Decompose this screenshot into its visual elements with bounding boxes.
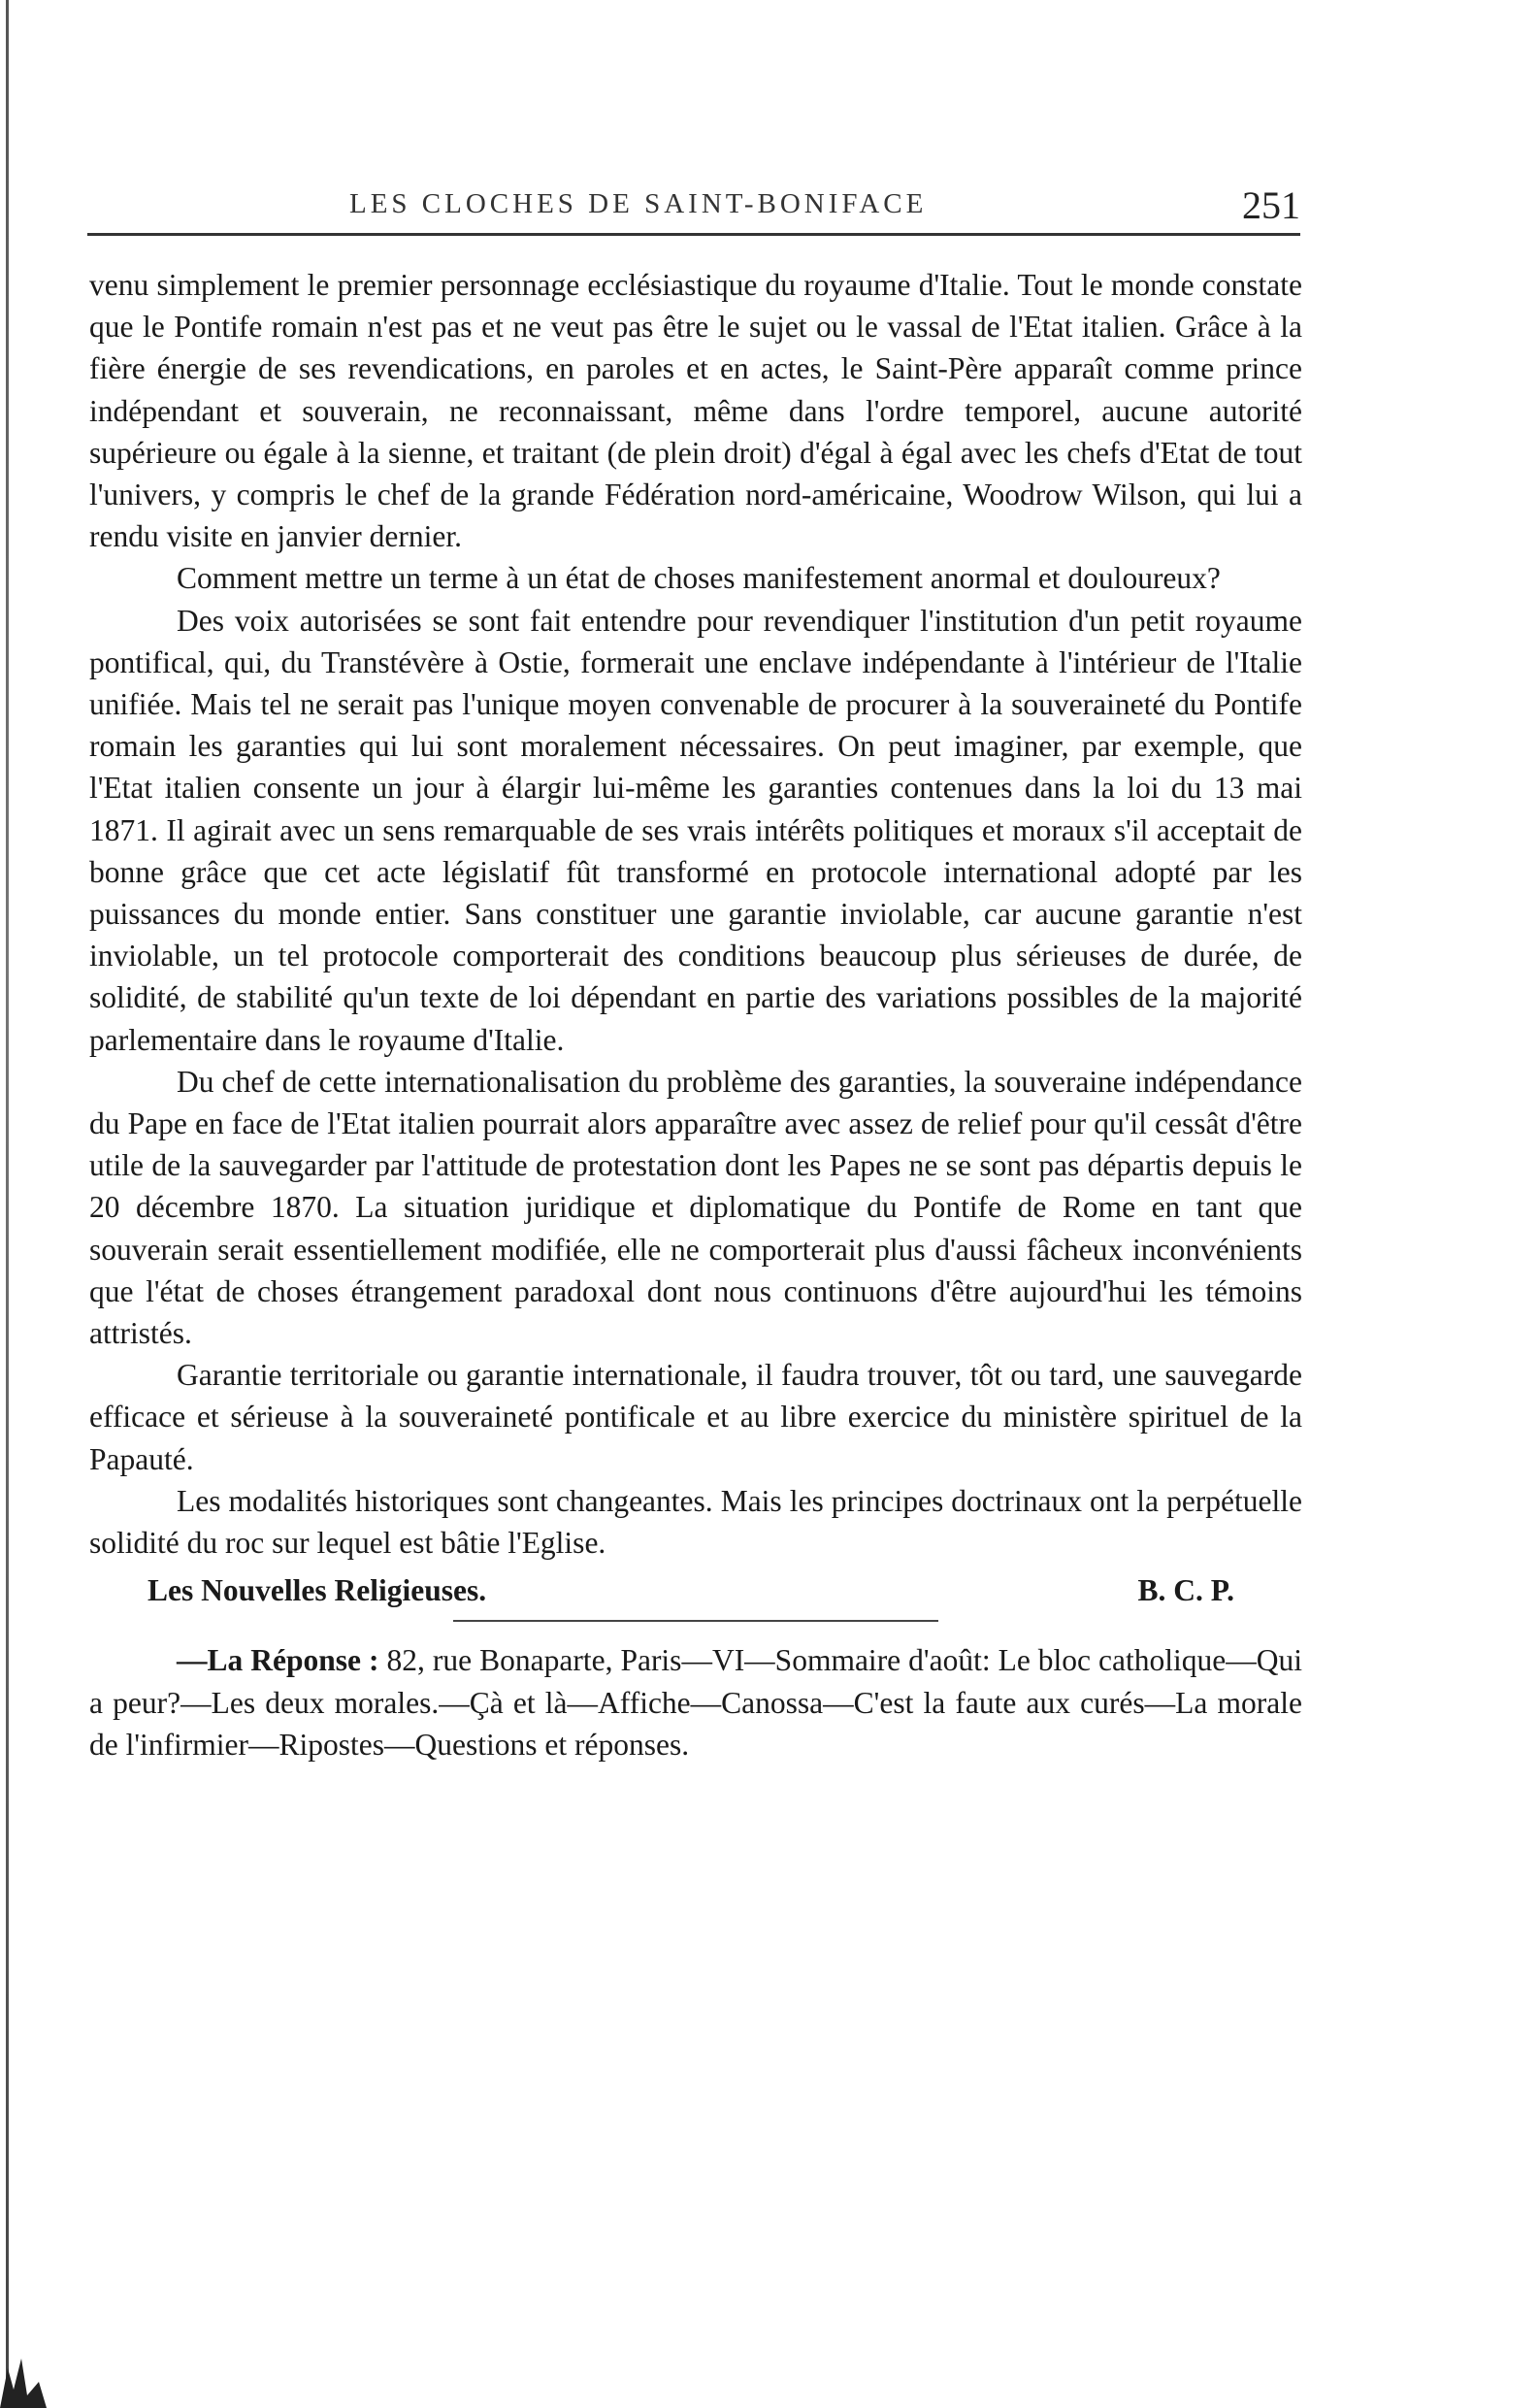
publication-notice: [89, 1639, 1302, 1765]
page-header: [87, 182, 1300, 241]
paragraph: Les modalités historiques sont changeantes. Mais les principes doctrinaux ont la perpétuelle solidité du roc sur lequel est bâtie l'Eglise.: [89, 1483, 1302, 1561]
corner-ink-mark: [0, 2339, 87, 2408]
signature-line: [89, 1566, 1302, 1612]
paragraph: Du chef de cette internationalisation du problème des garanties, la souveraine indépendance du Pape en face de l'Etat italien pourrait alors apparaître avec assez de relief pour qu'il cessât d'être utile de la sauvegarder par l'attitude de protestation dont les Papes ne se sont pas départis depuis le 20 décembre 1870. La situation juridique et diplomatique du Pontife de Rome en tant que souverain serait essentiellement modifiée, elle ne comporterait plus d'aussi fâcheux inconvénients que l'état de choses étrangement paradoxal dont nous continuons d'être aujourd'hui les témoins attristés.: [89, 1064, 1302, 1351]
header-rule: [87, 233, 1300, 236]
signature-initials: B. C. P.: [1137, 1573, 1234, 1608]
signature-source: Les Nouvelles Religieuses.: [147, 1573, 487, 1608]
running-title: LES CLOCHES DE SAINT-BONIFACE: [349, 188, 928, 219]
page-number: 251: [1242, 183, 1300, 227]
notice-lead: —La Réponse :: [177, 1643, 379, 1678]
section-divider: [453, 1620, 938, 1622]
article-body: [89, 264, 1302, 1765]
paragraph: Comment mettre un terme à un état de choses manifestement anormal et douloureux?: [177, 561, 1221, 596]
paragraph: Garantie territoriale ou garantie internationale, il faudra trouver, tôt ou tard, une sauvegarde efficace et sérieuse à la souveraineté pontificale et au libre exercice du ministère spirituel de la Papauté.: [89, 1358, 1302, 1476]
paragraph-continued: venu simplement le premier personnage ecclésiastique du royaume d'Italie. Tout le monde constate que le Pontife romain n'est pas et ne veut pas être le sujet ou le vassal de l'Etat italien. Grâce à la fière énergie de ses revendications, en paroles et en actes, le Saint-Père apparaît comme prince indépendant et souverain, ne reconnaissant, même dans l'ordre temporel, aucune autorité supérieure ou égale à la sienne, et traitant (de plein droit) d'égal à égal avec les chefs d'Etat de tout l'univers, y compris le chef de la grande Fédération nord-américaine, Woodrow Wilson, qui lui a rendu visite en janvier dernier.: [89, 268, 1302, 554]
paragraph: Des voix autorisées se sont fait entendre pour revendiquer l'institution d'un petit royaume pontifical, qui, du Transtévère à Ostie, formerait une enclave indépendante à l'intérieur de l'Italie unifiée. Mais tel ne serait pas l'unique moyen convenable de procurer à la souveraineté du Pontife romain les garanties qui lui sont moralement nécessaires. On peut imaginer, par exemple, que l'Etat italien consente un jour à élargir lui-même les garanties contenues dans la loi du 13 mai 1871. Il agirait avec un sens remarquable de ses vrais intérêts politiques et moraux s'il acceptait de bonne grâce que cet acte législatif fût transformé en protocole international adopté par les puissances du monde entier. Sans constituer une garantie inviolable, car aucune garantie n'est inviolable, un tel protocole comporterait des conditions beaucoup plus sérieuses de durée, de solidité, de stabilité qu'un texte de loi dépendant en partie des variations possibles de la majorité parlementaire dans le royaume d'Italie.: [89, 603, 1302, 1057]
page-edge-line: [6, 0, 9, 2408]
notice-text: 82, rue Bonaparte, Paris—VI—Sommaire d'août: Le bloc catholique—Qui a peur?—Les deux morales.—Çà et là—Affiche—Canossa—C'est la faute aux curés—La morale de l'infirmier—Ripostes—Questions et réponses.: [89, 1643, 1302, 1762]
